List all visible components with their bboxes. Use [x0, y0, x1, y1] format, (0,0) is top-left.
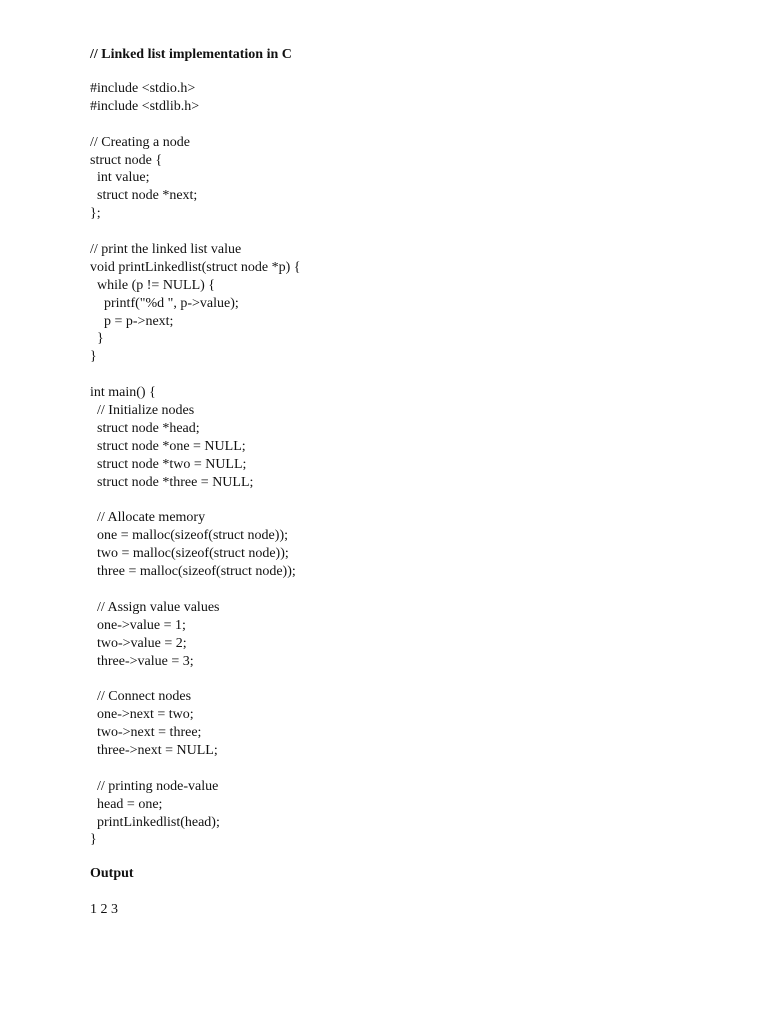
code-line: struct node *head; [90, 420, 200, 436]
code-line: head = one; [90, 796, 163, 812]
code-line: printf("%d ", p->value); [90, 295, 239, 311]
code-line: one->next = two; [90, 707, 194, 723]
code-line: p = p->next; [90, 313, 174, 329]
code-line: void printLinkedlist(struct node *p) { [90, 259, 301, 275]
code-line: struct node *three = NULL; [90, 474, 254, 490]
code-line: } [90, 331, 104, 347]
output-heading: Output [90, 866, 134, 882]
code-line: // print the linked list value [90, 242, 242, 258]
code-line: three->value = 3; [90, 653, 194, 669]
code-line [90, 760, 730, 778]
code-line: one->value = 1; [90, 617, 186, 633]
code-line: // printing node-value [90, 778, 219, 794]
code-line: // Creating a node [90, 134, 190, 150]
document-page [90, 46, 730, 919]
code-line: int main() { [90, 385, 156, 401]
code-line: three->next = NULL; [90, 742, 218, 758]
code-line [90, 223, 730, 241]
code-line: printLinkedlist(head); [90, 814, 220, 830]
code-line: int value; [90, 170, 150, 186]
code-line: // Assign value values [90, 599, 220, 615]
code-line: } [90, 349, 97, 365]
code-line: struct node *next; [90, 188, 198, 204]
code-line: struct node *two = NULL; [90, 456, 247, 472]
code-line: two->next = three; [90, 725, 202, 741]
code-block [90, 80, 730, 849]
code-line: } [90, 832, 97, 848]
code-line [90, 366, 730, 384]
code-line [90, 581, 730, 599]
code-line: struct node *one = NULL; [90, 438, 246, 454]
code-line [90, 116, 730, 134]
code-line: struct node { [90, 152, 163, 168]
code-line: two = malloc(sizeof(struct node)); [90, 546, 289, 562]
code-line: three = malloc(sizeof(struct node)); [90, 564, 296, 580]
code-line: #include <stdlib.h> [90, 98, 200, 114]
code-line: }; [90, 206, 101, 222]
output-value: 1 2 3 [90, 902, 118, 918]
code-line: two->value = 2; [90, 635, 187, 651]
code-line [90, 670, 730, 688]
code-line: one = malloc(sizeof(struct node)); [90, 528, 288, 544]
code-line: // Connect nodes [90, 689, 192, 705]
code-line: #include <stdio.h> [90, 81, 196, 96]
code-line: while (p != NULL) { [90, 277, 216, 293]
code-line: // Allocate memory [90, 510, 206, 526]
code-line: // Initialize nodes [90, 403, 195, 419]
code-line [90, 491, 730, 509]
document-title: // Linked list implementation in C [90, 47, 292, 62]
